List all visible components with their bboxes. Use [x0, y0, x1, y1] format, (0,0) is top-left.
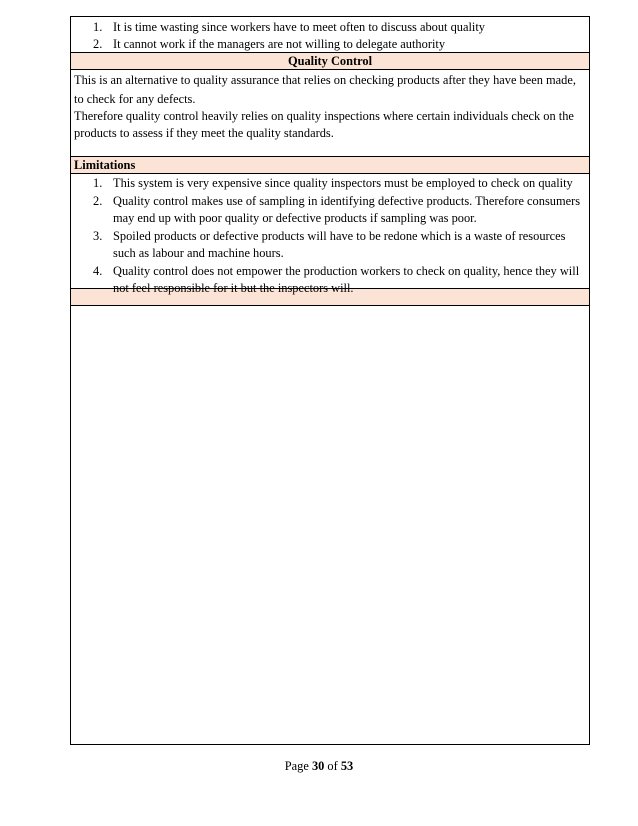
list-number: 1. — [93, 176, 103, 190]
limitations-body — [71, 174, 589, 295]
list-item — [71, 193, 589, 228]
list-item — [71, 228, 589, 263]
page-of-label: of — [324, 759, 341, 773]
top-list-cell — [71, 17, 589, 53]
list-item — [71, 263, 589, 298]
page-label: Page — [284, 759, 312, 773]
list-text: It cannot work if the managers are not willing to delegate authority — [113, 36, 446, 51]
list-number: 2. — [93, 36, 103, 51]
quality-control-heading: Quality Control — [71, 53, 589, 70]
list-item — [71, 175, 589, 193]
list-number: 2. — [93, 193, 103, 208]
list-number: 4. — [93, 263, 103, 278]
drawbacks-list — [71, 19, 589, 52]
list-text: Spoiled products or defective products will have to be redone which is a waste of resources such as labour and machine hours. — [113, 228, 566, 260]
list-number: 3. — [93, 228, 103, 243]
list-text: It is time wasting since workers have to meet often to discuss about quality — [113, 20, 485, 34]
page-number-footer — [0, 759, 638, 774]
list-number: 1. — [93, 20, 103, 34]
list-text: Quality control does not empower the production workers to check on quality, hence they will not feel responsible for it but the inspectors will. — [113, 263, 580, 295]
current-page-number: 30 — [311, 759, 325, 773]
quality-control-paragraph: Therefore quality control heavily relies on quality inspections where certain individuals check on the products to assess if they meet the quality standards. — [74, 109, 574, 140]
quality-control-paragraph: This is an alternative to quality assurance that relies on checking products after they have been made, to check for any defects. — [74, 73, 576, 106]
list-text: This system is very expensive since quality inspectors must be employed to check on quality — [113, 176, 573, 190]
list-text: Quality control makes use of sampling in identifying defective products. Therefore consumers may end up with poor quality or defective products if sampling was poor. — [113, 193, 581, 225]
limitations-list — [71, 175, 589, 298]
list-item — [71, 19, 589, 36]
content-table — [70, 16, 590, 745]
quality-control-body — [71, 70, 589, 157]
total-pages-number: 53 — [340, 759, 354, 773]
list-item — [71, 36, 589, 53]
limitations-heading: Limitations — [71, 157, 589, 174]
